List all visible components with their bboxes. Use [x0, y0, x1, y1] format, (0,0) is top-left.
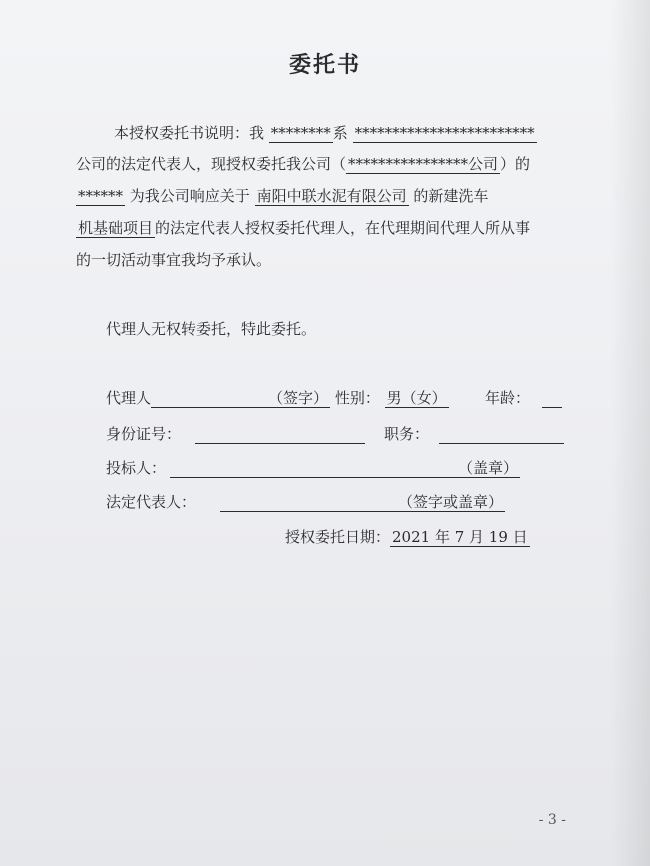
age-label: 年龄：	[485, 389, 531, 407]
intro-text: 本授权委托书说明：我	[114, 124, 265, 142]
project-name: 机基础项目	[78, 219, 154, 237]
agent-signature-note: （签字）	[268, 389, 329, 407]
page-number: - 3 -	[538, 812, 566, 828]
no-subdelegation-text: 代理人无权转委托，特此委托。	[106, 320, 317, 338]
bidder-row	[106, 457, 520, 478]
line3-mid: 为我公司响应关于	[129, 187, 250, 205]
connector-text: 系	[332, 124, 348, 142]
document-title: 委托书	[288, 53, 361, 78]
our-company: ****************公司	[348, 155, 499, 173]
gender-label: 性别：	[334, 389, 380, 407]
bidder-blank	[170, 461, 456, 478]
agent-row	[106, 387, 449, 408]
id-number-label: 身份证号：	[106, 425, 182, 443]
agent-name-blank	[151, 391, 266, 408]
bidder-label: 投标人：	[106, 459, 167, 477]
date-row	[285, 526, 530, 547]
paragraph-line-5	[76, 249, 271, 270]
principal-company: ************************	[354, 124, 535, 142]
age-blank	[542, 391, 562, 408]
legal-rep-blank	[220, 495, 396, 512]
date-value: 2021 年 7 月 19 日	[392, 528, 528, 546]
paragraph-line-4	[76, 217, 530, 238]
bidder-seal-note: （盖章）	[458, 459, 519, 477]
paragraph-line-3	[76, 185, 488, 206]
line4-rest: 的法定代表人授权委托代理人，在代理期间代理人所从事	[155, 219, 531, 237]
age-row	[485, 387, 562, 408]
position-blank	[439, 427, 564, 444]
line3-suffix: 的新建洗车	[413, 187, 489, 205]
line5-text: 的一切活动事宜我均予承认。	[76, 251, 272, 269]
agent-name: ******	[78, 187, 123, 205]
position-row	[384, 423, 564, 444]
client-company: 南阳中联水泥有限公司	[256, 187, 407, 205]
legal-rep-row	[106, 491, 505, 512]
id-number-blank	[195, 427, 365, 444]
position-label: 职务：	[384, 425, 430, 443]
line2-prefix: 公司的法定代表人，现授权委托我公司（	[76, 155, 347, 173]
agent-label: 代理人	[106, 389, 152, 407]
gender-value: 男（女）	[386, 389, 447, 407]
paragraph-no-subdelegation	[106, 318, 316, 339]
principal-name: ********	[270, 124, 331, 142]
line2-suffix: ）的	[500, 155, 531, 173]
page-shadow	[610, 0, 650, 866]
paragraph-line-2	[76, 153, 530, 174]
date-label: 授权委托日期：	[285, 528, 391, 546]
id-row	[106, 423, 365, 444]
legal-rep-label: 法定代表人：	[106, 493, 197, 511]
legal-rep-sign-note: （签字或盖章）	[398, 493, 504, 511]
paragraph-line-1	[114, 122, 537, 143]
